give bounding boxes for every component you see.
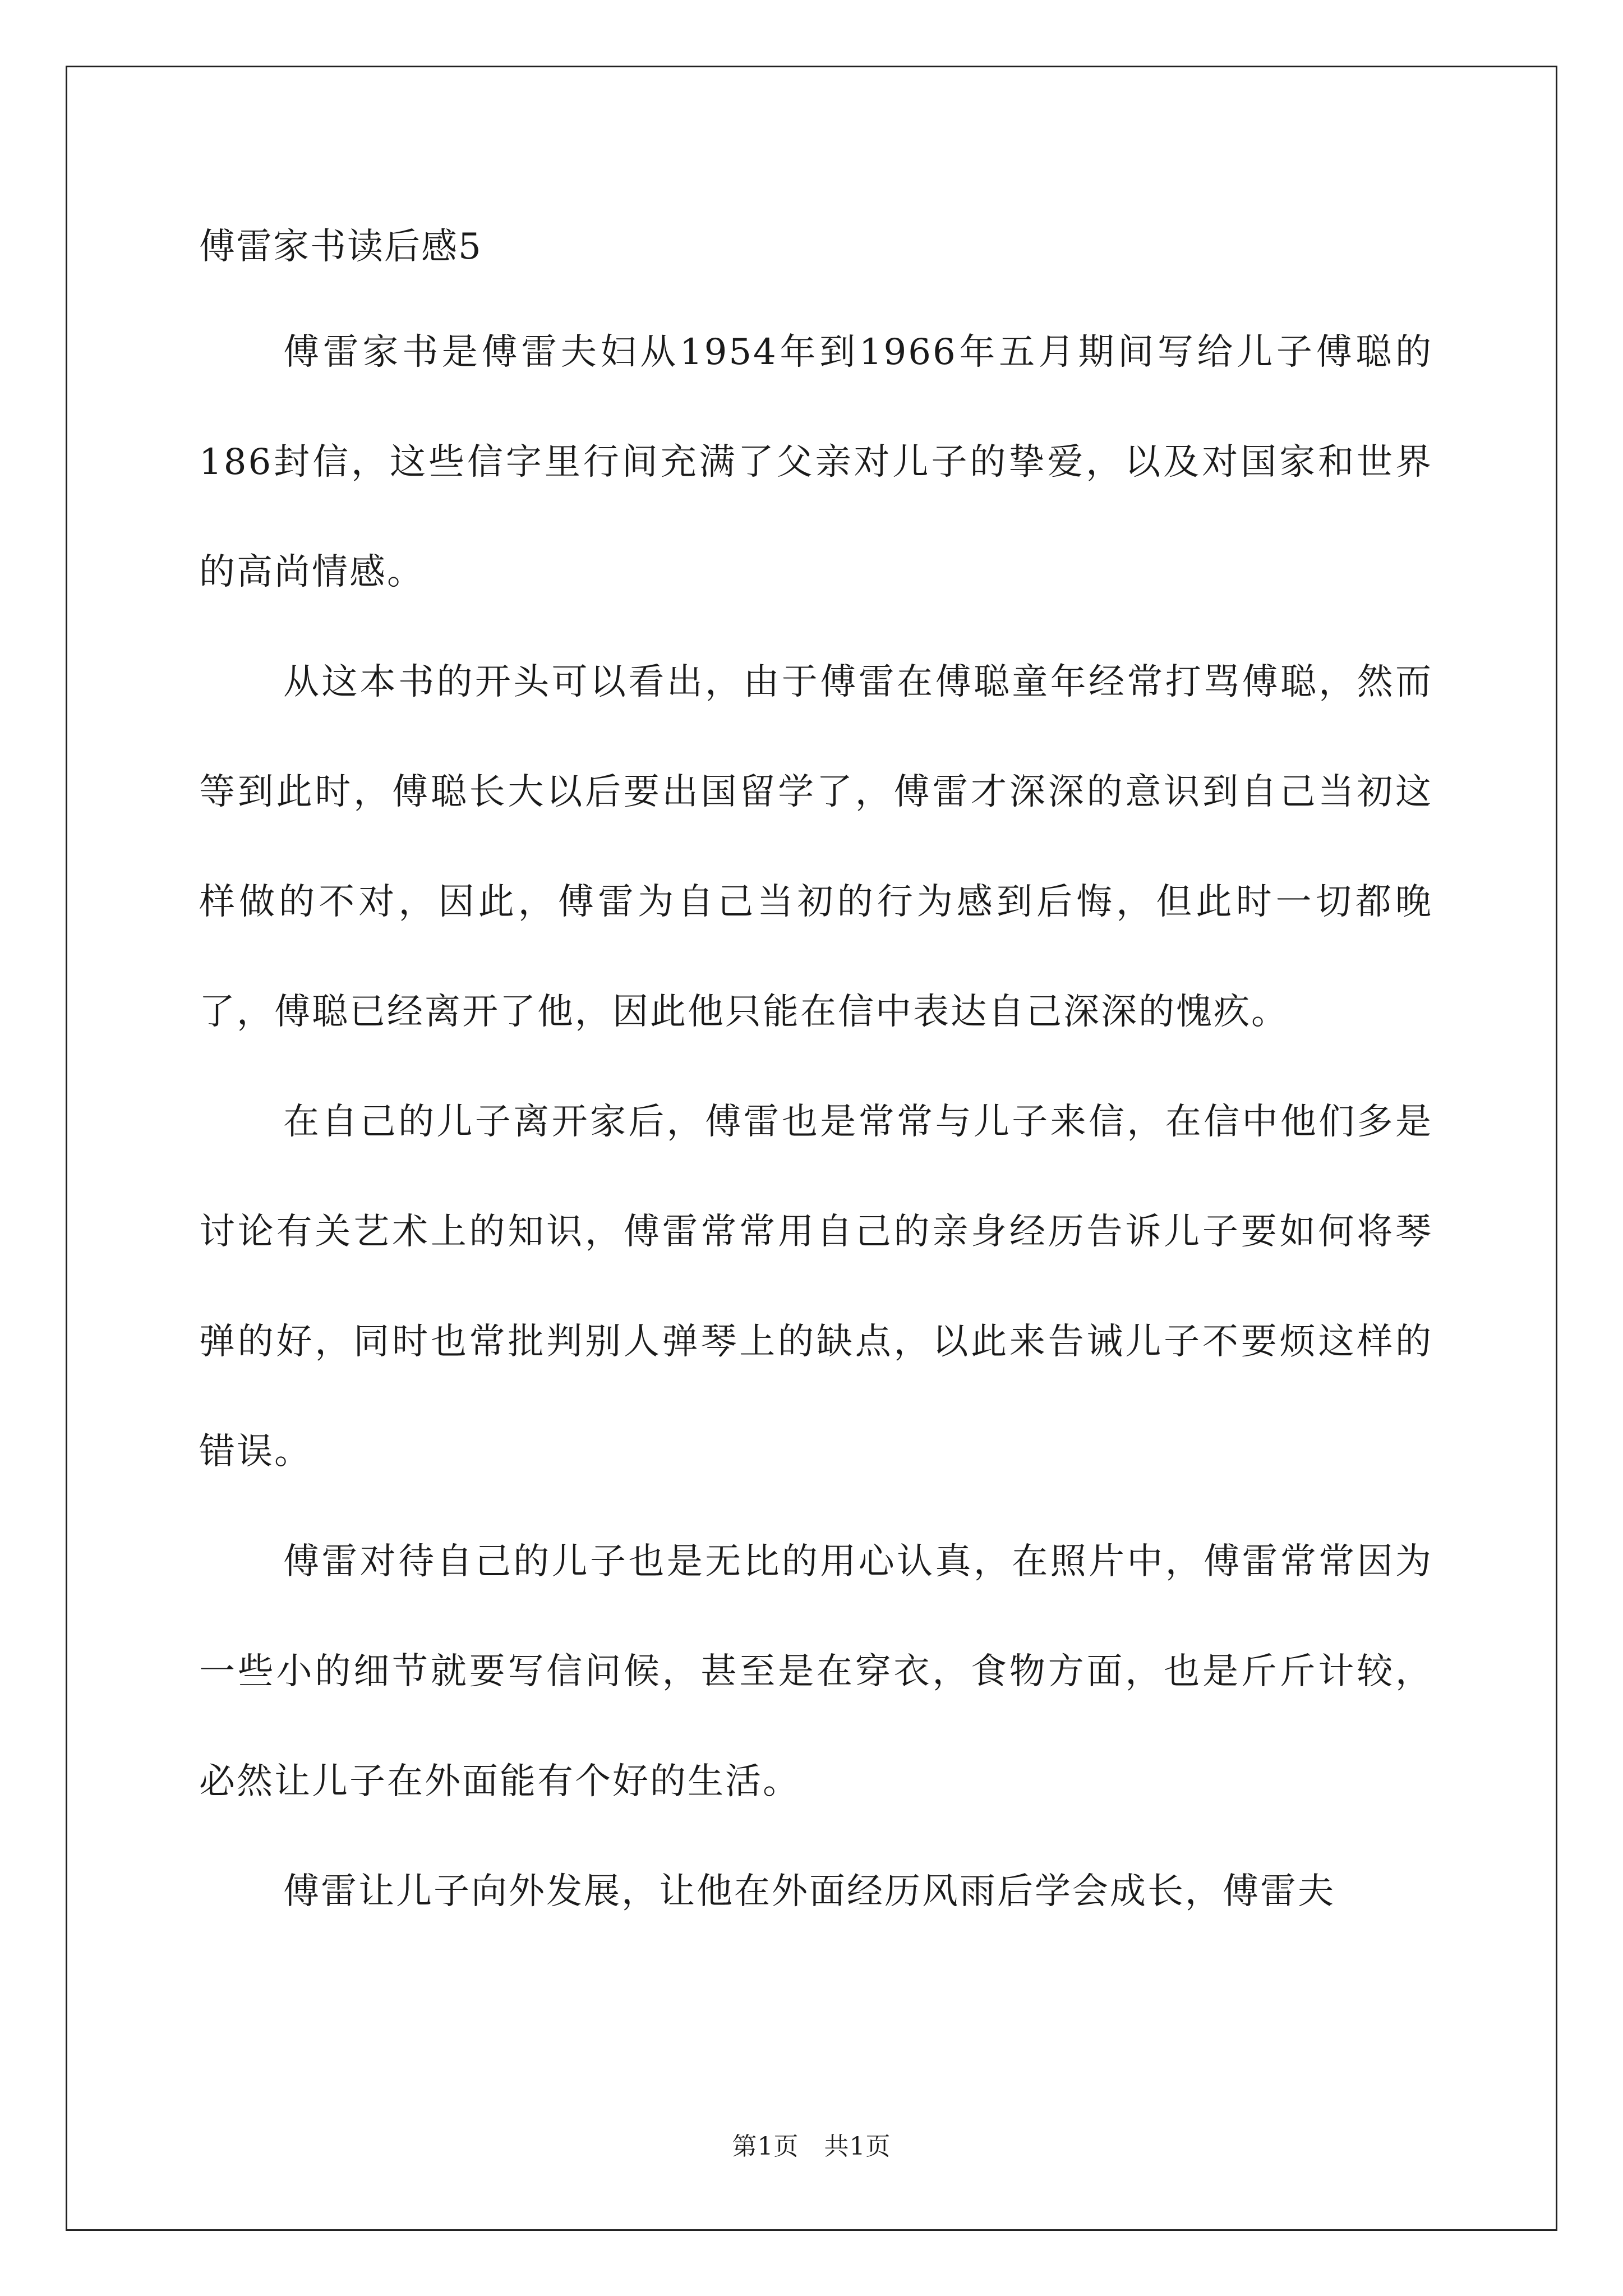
paragraph-2: 从这本书的开头可以看出，由于傅雷在傅聪童年经常打骂傅聪，然而等到此时，傅聪长大以后要出国留学了，傅雷才深深的意识到自己当初这样做的不对，因此，傅雷为自己当初的行为感到后悔，但此时一切都晚了，傅聪已经离开了他，因此他只能在信中表达自己深深的愧疚。 — [199, 661, 1433, 1033]
paragraph-3: 在自己的儿子离开家后，傅雷也是常常与儿子来信，在信中他们多是讨论有关艺术上的知识，傅雷常常用自己的亲身经历告诉儿子要如何将琴弹的好，同时也常批判别人弹琴上的缺点，以此来告诫儿子不要烦这样的错误。 — [199, 1101, 1433, 1473]
page-number-footer: 第1页 共1页 — [732, 2132, 891, 2161]
paragraph-5: 傅雷让儿子向外发展，让他在外面经历风雨后学会成长，傅雷夫 — [283, 1871, 1335, 1912]
document-title: 傅雷家书读后感5 — [199, 226, 482, 268]
document-body — [199, 213, 1433, 1947]
paragraph-1: 傅雷家书是傅雷夫妇从1954年到1966年五月期间写给儿子傅聪的186封信，这些信字里行间充满了父亲对儿子的挚爱，以及对国家和世界的高尚情感。 — [199, 332, 1433, 593]
paragraph-4: 傅雷对待自己的儿子也是无比的用心认真，在照片中，傅雷常常因为一些小的细节就要写信问候，甚至是在穿衣，食物方面，也是斤斤计较，必然让儿子在外面能有个好的生活。 — [199, 1541, 1433, 1802]
